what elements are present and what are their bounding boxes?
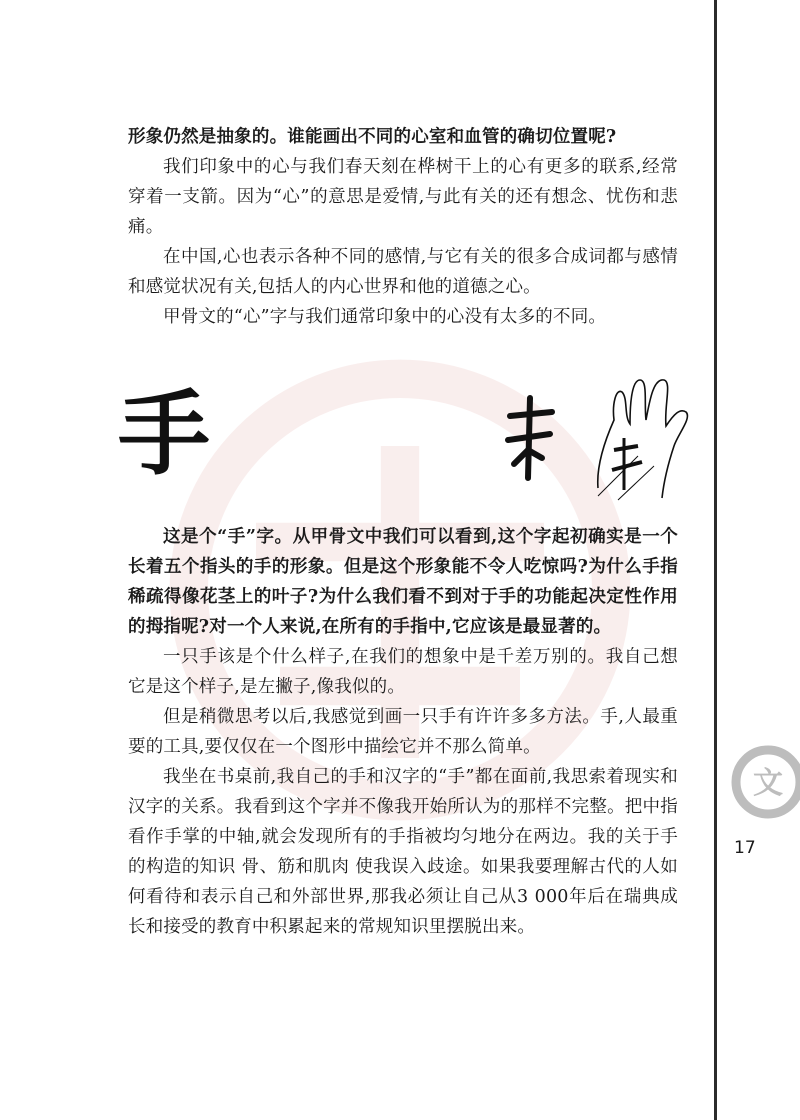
paragraph: 在中国,心也表示各种不同的感情,与它有关的很多合成词都与感情和感觉状况有关,包括人的内心世界和他的道德之心。 — [128, 247, 678, 297]
paragraph: 形象仍然是抽象的。谁能画出不同的心室和血管的确切位置呢? — [128, 127, 617, 147]
modern-hand-character: 手 — [118, 380, 211, 488]
margin-rule — [714, 0, 717, 1120]
paragraph: 一只手该是个什么样子,在我们的想象中是千差万别的。我自己想它是这个样子,是左撇子,像我似的。 — [128, 647, 678, 697]
paragraph: 这是个“手”字。从甲骨文中我们可以看到,这个字起初确实是一个长着五个指头的手的形象。但是这个形象能不令人吃惊吗?为什么手指稀疏得像花茎上的叶子?为什么我们看不到对于手的功能起决定性作用的拇指呢?对一个人来说,在所有的手指中,它应该是最显著的。 — [128, 527, 678, 637]
body-text — [128, 122, 678, 332]
paragraph: 甲骨文的“心”字与我们通常印象中的心没有太多的不同。 — [163, 307, 607, 327]
paragraph: 我们印象中的心与我们春天刻在桦树干上的心有更多的联系,经常穿着一支箭。因为“心”的意思是爱情,与此有关的还有想念、忧伤和悲痛。 — [128, 157, 678, 237]
paragraph: 但是稍微思考以后,我感觉到画一只手有许许多多方法。手,人最重要的工具,要仅仅在一个图形中描绘它并不那么简单。 — [128, 707, 678, 757]
hand-character-illustration — [118, 368, 708, 508]
body-text-2 — [128, 522, 678, 942]
page-number: 17 — [734, 838, 756, 858]
paragraph: 我坐在书桌前,我自己的手和汉字的“手”都在面前,我思索着现实和汉字的关系。我看到这个字并不像我开始所认为的那样不完整。把中指看作手掌的中轴,就会发现所有的手指被均匀地分在两边。我的关于手的构造的知识 骨、筋和肌肉 使我误入歧途。如果我要理解古代的人如何看待和表示自己和外部世界,那我必须让自己从3 000年后在瑞典成长和接受的教育中积累起来的常规知识里摆脱出来。 — [128, 767, 678, 937]
emblem-character: 文 — [753, 766, 783, 801]
oracle-bone-hand-glyph — [508, 398, 552, 478]
section-emblem-icon — [728, 738, 800, 826]
hand-outline-drawing — [598, 380, 688, 500]
